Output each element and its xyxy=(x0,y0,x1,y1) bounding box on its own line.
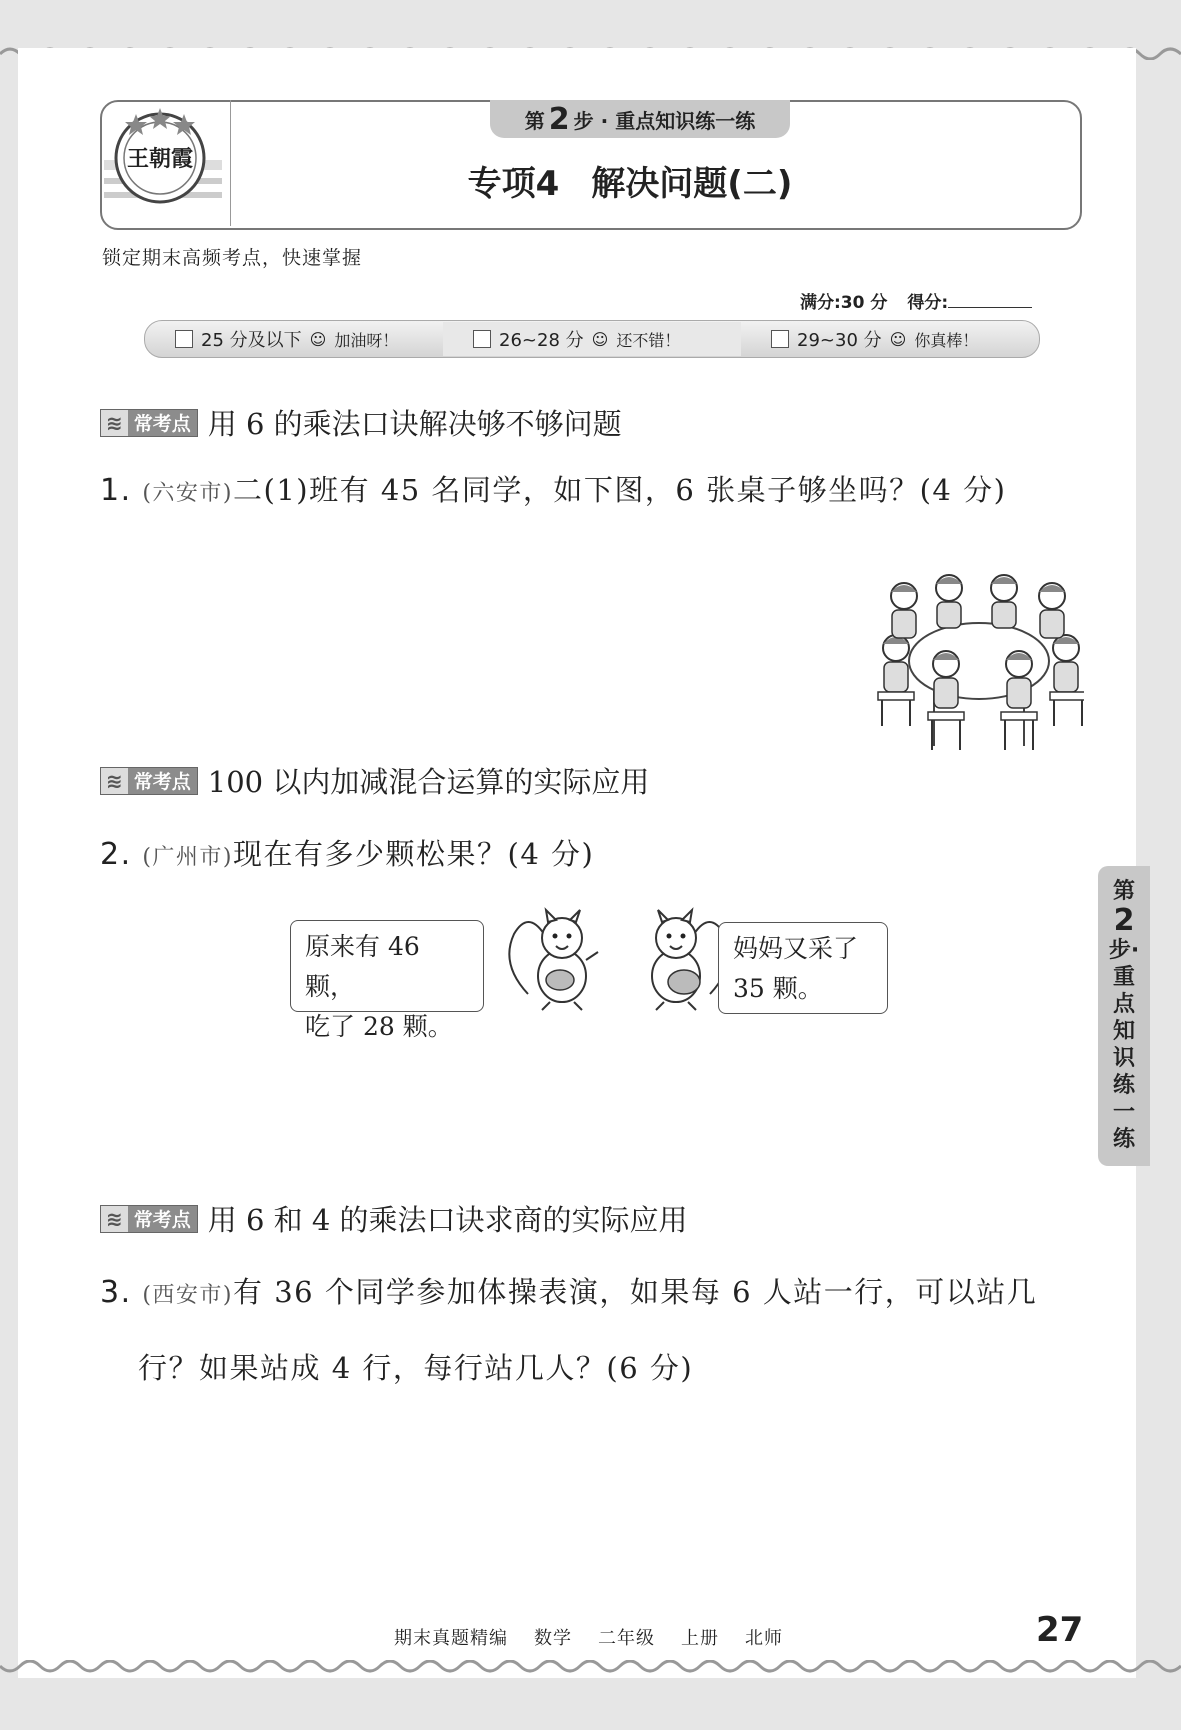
section-title-1: 用 6 的乘法口诀解决够不够问题 xyxy=(207,407,622,441)
step-prefix: 第 xyxy=(524,108,545,133)
section-title-3: 用 6 和 4 的乘法口诀求商的实际应用 xyxy=(207,1203,688,1237)
question-source: (广州市) xyxy=(142,845,234,870)
rating-range-1: 25 分及以下 xyxy=(201,330,302,351)
squirrel-eating-illustration xyxy=(500,904,604,1014)
question-text: 现在有多少颗松果？(4 分) xyxy=(233,837,595,871)
full-score-label: 满分:30 分 xyxy=(800,293,888,313)
rating-checkbox-1[interactable] xyxy=(175,330,193,348)
score-line xyxy=(800,288,1032,313)
step-suffix: 步 · 重点知识练一练 xyxy=(573,108,756,133)
subtitle: 锁定期末高频考点，快速掌握 xyxy=(102,247,363,269)
section-head-3 xyxy=(100,1198,688,1239)
children-at-table-illustration xyxy=(874,566,1084,756)
page-bottom-wave-border xyxy=(0,1660,1181,1680)
step-number: 2 xyxy=(548,101,570,137)
rating-checkbox-2[interactable] xyxy=(473,330,491,348)
wave-icon: ≋ xyxy=(101,1206,128,1232)
side-tab-top: 第 xyxy=(1112,879,1135,904)
bubble-right-line1: 妈妈又采了 xyxy=(733,934,859,963)
rating-praise-3: 你真棒！ xyxy=(914,330,979,350)
speech-bubble-left xyxy=(290,920,484,1041)
wave-icon: ≋ xyxy=(101,410,128,436)
smiley-face-icon: ☺ xyxy=(889,329,907,349)
score-blank[interactable] xyxy=(948,307,1032,308)
question-source: (六安市) xyxy=(142,481,234,506)
rating-item-3 xyxy=(741,326,1039,352)
question-text: 二(1)班有 45 名同学，如下图，6 张桌子够坐吗？(4 分) xyxy=(233,473,1007,507)
question-text: 有 36 个同学参加体操表演，如果每 6 人站一行，可以站几 xyxy=(233,1275,1038,1309)
title-part2: 解决问题(二) xyxy=(591,163,793,204)
page-number: 27 xyxy=(1036,1610,1084,1650)
frequent-topic-tag: ≋ 常考点 xyxy=(100,409,198,437)
rating-item-1 xyxy=(145,326,443,352)
question-3 xyxy=(100,1270,1037,1311)
bubble-left-line2: 吃了 28 颗。 xyxy=(305,1012,453,1041)
question-1 xyxy=(100,468,1006,509)
section-head-2 xyxy=(100,760,649,801)
question-2 xyxy=(100,832,594,873)
speech-bubble-right xyxy=(718,922,888,1014)
rating-praise-1: 加油呀！ xyxy=(334,330,399,350)
rating-range-3: 29~30 分 xyxy=(797,330,882,351)
footer-book-info: 期末真题精编 数学 二年级 上册 北师 xyxy=(394,1628,783,1649)
page-title xyxy=(420,150,840,210)
smiley-face-icon: ☺ xyxy=(591,329,609,349)
rating-checkbox-3[interactable] xyxy=(771,330,789,348)
side-step-tab: 第 2 步· 重 点 知 识 练 一 练 xyxy=(1098,866,1150,1166)
question-source: (西安市) xyxy=(142,1283,234,1308)
rating-item-2 xyxy=(443,322,741,356)
title-part1: 专项4 xyxy=(467,163,560,204)
got-score-label: 得分: xyxy=(907,293,949,313)
logo-text: 王朝霞 xyxy=(126,146,194,172)
rating-range-2: 26~28 分 xyxy=(499,330,584,351)
step-banner xyxy=(490,100,790,138)
logo xyxy=(100,100,231,226)
question-number: 2. xyxy=(100,837,132,872)
rating-praise-2: 还不错！ xyxy=(616,330,681,350)
frequent-topic-tag: ≋ 常考点 xyxy=(100,1205,198,1233)
rating-bar xyxy=(144,320,1040,358)
question-3-continued: 行？如果站成 4 行，每行站几人？(6 分) xyxy=(138,1351,694,1385)
wave-icon: ≋ xyxy=(101,768,128,794)
bubble-left-line1: 原来有 46 颗， xyxy=(305,932,420,1001)
section-title-2: 100 以内加减混合运算的实际应用 xyxy=(207,765,650,799)
question-number: 1. xyxy=(100,473,132,508)
section-head-1 xyxy=(100,402,622,443)
side-tab-number: 2 xyxy=(1113,903,1135,938)
question-number: 3. xyxy=(100,1275,132,1310)
bubble-right-line2: 35 颗。 xyxy=(733,974,823,1003)
smiley-face-icon: ☺ xyxy=(309,329,327,349)
frequent-topic-tag: ≋ 常考点 xyxy=(100,767,198,795)
